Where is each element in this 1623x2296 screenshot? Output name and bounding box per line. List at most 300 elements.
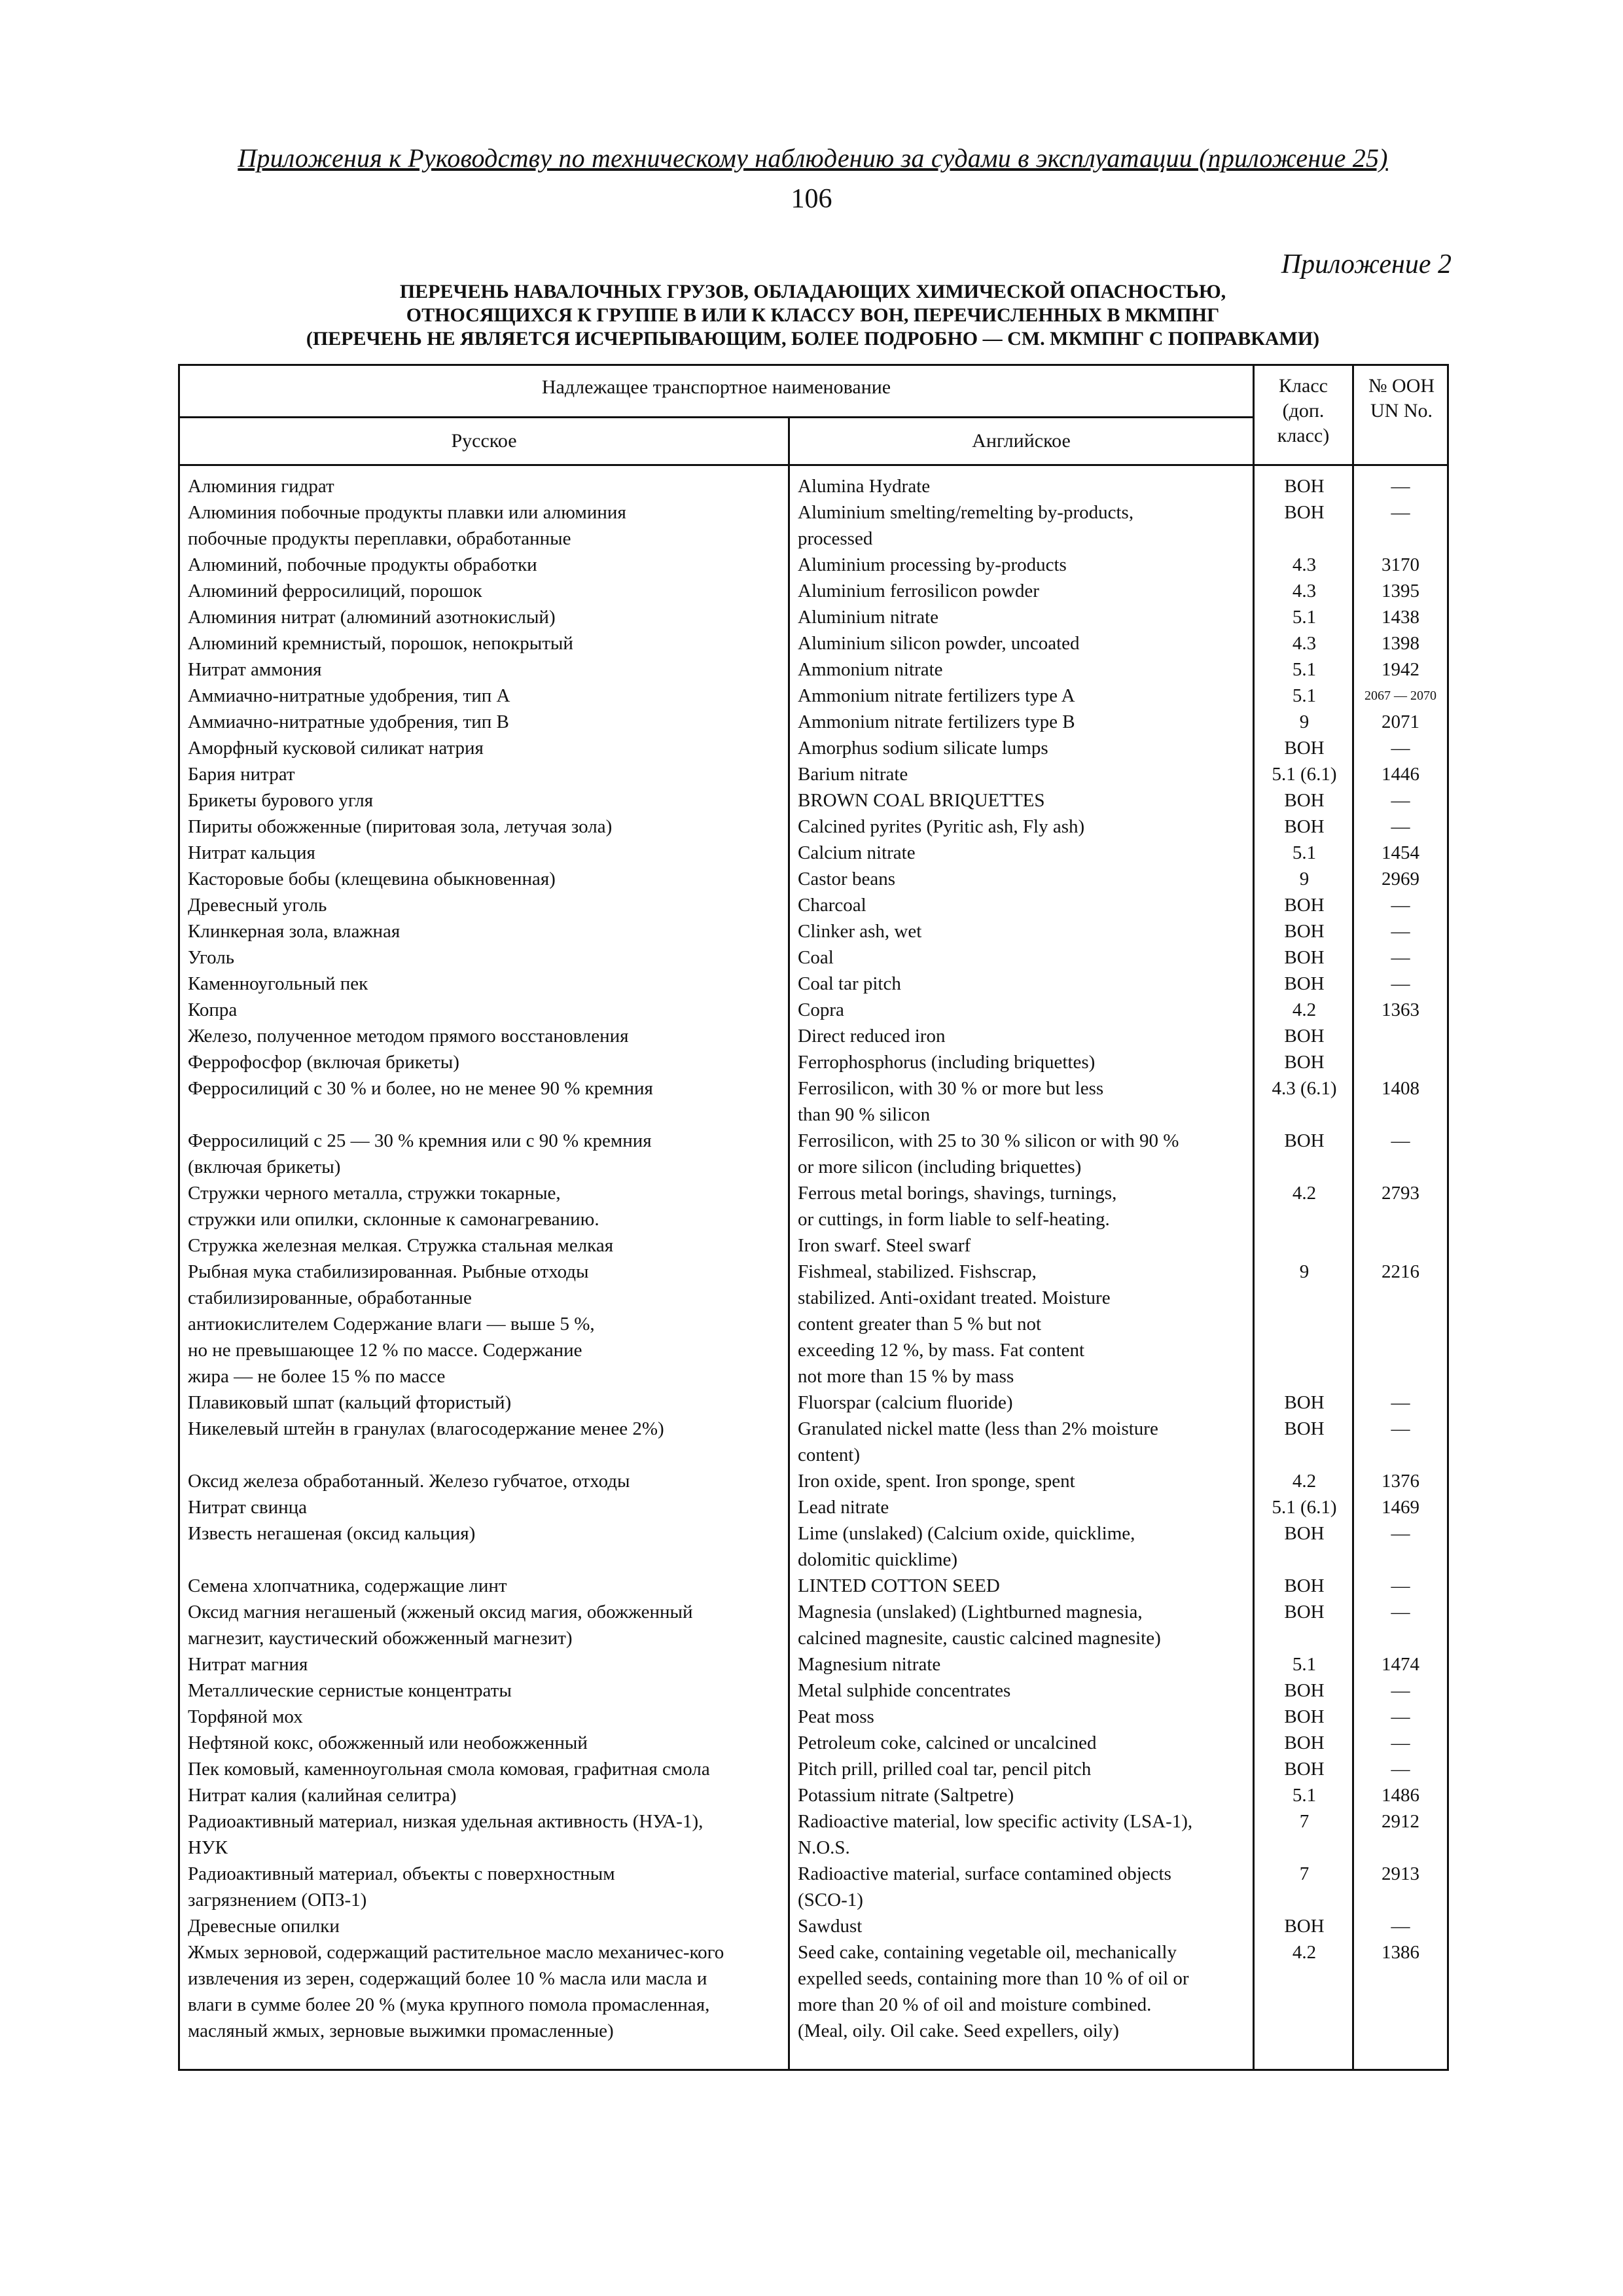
cell-un-number: — (1391, 790, 1410, 811)
cell-english (790, 814, 1255, 840)
cell-english (790, 1259, 1255, 1390)
cell-russian (180, 1939, 790, 2044)
cell-russian (180, 1180, 790, 1232)
cell-english (790, 1494, 1255, 1520)
cell-russian (180, 1730, 790, 1756)
cell-un-number: — (1391, 1130, 1410, 1151)
table-row (180, 683, 1447, 709)
cell-russian (180, 1677, 790, 1704)
table-row (180, 1390, 1447, 1416)
cell-english (790, 997, 1255, 1023)
cell-un-number: — (1391, 476, 1410, 497)
cell-un-number (1354, 1232, 1447, 1259)
cell-english (790, 683, 1255, 709)
table-row (180, 1259, 1447, 1390)
cell-russian-line: Жмых зерновой, содержащий растительное масло механичес-кого (188, 1942, 724, 1963)
cell-russian-line: Ферросилиций с 25 — 30 % кремния или с 90 % кремния (188, 1130, 652, 1151)
cell-un-number: — (1391, 1523, 1410, 1544)
cell-russian-line: Нитрат кальция (188, 842, 315, 863)
cell-russian-line: Уголь (188, 947, 234, 968)
cell-russian (180, 473, 790, 499)
cell-english (790, 552, 1255, 578)
cell-class: ВОН (1284, 1575, 1325, 1596)
cell-english-line: Copra (798, 999, 844, 1020)
cell-russian-line: Каменноугольный пек (188, 973, 368, 994)
cell-class: ВОН (1284, 947, 1325, 968)
cell-english (790, 892, 1255, 918)
cell-english-line: more than 20 % of oil and moisture combined. (798, 1994, 1152, 2015)
running-title: Приложения к Руководству по техническому наблюдению за судами в эксплуатации (приложение 25) (238, 143, 1388, 173)
cell-un-number: — (1391, 1392, 1410, 1413)
cell-russian-line: Оксид железа обработанный. Железо губчатое, отходы (188, 1471, 630, 1492)
cell-english-line: Iron oxide, spent. Iron sponge, spent (798, 1471, 1075, 1492)
cell-russian-line: антиокислителем Содержание влаги — выше 5 %, (188, 1314, 595, 1335)
cell-russian-line: Копра (188, 999, 238, 1020)
cell-english-line: calcined magnesite, caustic calcined magnesite) (798, 1628, 1161, 1649)
cell-un-number: — (1391, 921, 1410, 942)
table-row (180, 1023, 1447, 1049)
cell-russian (180, 1599, 790, 1651)
cell-english-line: content greater than 5 % but not (798, 1314, 1042, 1335)
cell-english (790, 787, 1255, 814)
cell-english (790, 630, 1255, 656)
cell-class: 4.3 (1292, 633, 1317, 654)
document-title (171, 280, 1454, 351)
cell-un-number: 1469 (1382, 1497, 1419, 1518)
cell-russian-line: Алюминий, побочные продукты обработки (188, 554, 537, 575)
cell-russian-line: Металлические сернистые концентраты (188, 1680, 512, 1701)
cell-english-line: Calcined pyrites (Pyritic ash, Fly ash) (798, 816, 1085, 837)
cell-english (790, 1023, 1255, 1049)
cell-english-line: Castor beans (798, 869, 895, 889)
cell-english-line: dolomitic quicklime) (798, 1549, 958, 1570)
cell-class: 5.1 (1292, 685, 1317, 706)
table-row (180, 1520, 1447, 1573)
cell-class: 5.1 (6.1) (1272, 1497, 1337, 1518)
cell-russian (180, 1782, 790, 1808)
cell-russian (180, 1651, 790, 1677)
cell-english-line: BROWN COAL BRIQUETTES (798, 790, 1045, 811)
cell-russian (180, 735, 790, 761)
table-row (180, 709, 1447, 735)
cell-english-line: Barium nitrate (798, 764, 908, 785)
cell-russian-line: Оксид магния негашеный (жженый оксид магия, обожженный (188, 1602, 693, 1623)
table-row (180, 578, 1447, 604)
cell-english-line: expelled seeds, containing more than 10 % of oil or (798, 1968, 1189, 1989)
cell-class: ВОН (1284, 1026, 1325, 1047)
table-row (180, 1599, 1447, 1651)
table-row (180, 656, 1447, 683)
cell-english-line: not more than 15 % by mass (798, 1366, 1014, 1387)
cell-russian (180, 709, 790, 735)
cell-russian (180, 1128, 790, 1180)
cell-russian-line: побочные продукты переплавки, обработанные (188, 528, 571, 549)
cell-un-number (1354, 1023, 1447, 1049)
cell-english-line: exceeding 12 %, by mass. Fat content (798, 1340, 1085, 1361)
table-row (180, 552, 1447, 578)
cell-un-number: — (1391, 973, 1410, 994)
cell-english-line: Magnesium nitrate (798, 1654, 941, 1675)
cell-english-line: Ferrosilicon, with 30 % or more but less (798, 1078, 1104, 1099)
header-group-name: Надлежащее транспортное наименование (541, 376, 891, 398)
cell-un-number: 2067 — 2070 (1364, 689, 1436, 703)
table-row (180, 1416, 1447, 1468)
cell-english-line: Lead nitrate (798, 1497, 889, 1518)
cell-english-line: Sawdust (798, 1916, 863, 1937)
cell-english (790, 918, 1255, 944)
cell-russian-line: стружки или опилки, склонные к самонагреванию. (188, 1209, 599, 1230)
cell-russian-line: Железо, полученное методом прямого восстановления (188, 1026, 629, 1047)
cell-russian-line: влаги в сумме более 20 % (мука крупного помола промасленная, (188, 1994, 710, 2015)
cell-russian (180, 604, 790, 630)
cell-russian-line: загрязнением (ОПЗ-1) (188, 1890, 367, 1910)
title-line: ПЕРЕЧЕНЬ НАВАЛОЧНЫХ ГРУЗОВ, ОБЛАДАЮЩИХ ХИМИЧЕСКОЙ ОПАСНОСТЬЮ, (399, 281, 1226, 302)
cell-class: ВОН (1284, 1392, 1325, 1413)
cell-class: ВОН (1284, 1052, 1325, 1073)
cell-english-line: content) (798, 1444, 861, 1465)
cell-un-number: 1398 (1382, 633, 1419, 654)
table-row (180, 1180, 1447, 1232)
cell-english-line: Ferrosilicon, with 25 to 30 % silicon or with 90 % (798, 1130, 1179, 1151)
cell-russian-line: Торфяной мох (188, 1706, 303, 1727)
cell-english-line: Coal (798, 947, 834, 968)
cell-english-line: Granulated nickel matte (less than 2% moisture (798, 1418, 1158, 1439)
page-number: 106 (791, 184, 832, 214)
appendix-label: Приложение 2 (1281, 249, 1452, 279)
cell-english-line: or more silicon (including briquettes) (798, 1157, 1082, 1177)
cell-russian (180, 1468, 790, 1494)
cell-un-number: 2912 (1382, 1811, 1419, 1832)
cell-russian (180, 552, 790, 578)
cell-russian (180, 971, 790, 997)
cell-russian-line: Клинкерная зола, влажная (188, 921, 401, 942)
table-row (180, 1808, 1447, 1861)
cell-class: 5.1 (1292, 842, 1317, 863)
cell-class: ВОН (1284, 973, 1325, 994)
cell-un-number: — (1391, 1418, 1410, 1439)
cell-english-line: (Meal, oily. Oil cake. Seed expellers, oily) (798, 2020, 1119, 2041)
cell-russian-line: масляный жмых, зерновые выжимки промасленные) (188, 2020, 614, 2041)
cell-russian-line: Радиоактивный материал, низкая удельная активность (НУА-1), (188, 1811, 704, 1832)
cell-un-number: — (1391, 947, 1410, 968)
cell-russian-line: Брикеты бурового угля (188, 790, 374, 811)
cell-un-number: 1454 (1382, 842, 1419, 863)
cell-class: 9 (1299, 869, 1310, 889)
table-row (180, 761, 1447, 787)
cell-un-number: — (1391, 1680, 1410, 1701)
cell-english-line: Fluorspar (calcium fluoride) (798, 1392, 1013, 1413)
cell-class: ВОН (1284, 1523, 1325, 1544)
cell-english-line: Ammonium nitrate fertilizers type B (798, 711, 1075, 732)
cargo-table (178, 364, 1449, 2071)
cell-english (790, 866, 1255, 892)
cell-english-line: Lime (unslaked) (Calcium oxide, quicklime, (798, 1523, 1135, 1544)
cell-russian (180, 1416, 790, 1468)
cell-russian-line: Ферросилиций с 30 % и более, но не менее 90 % кремния (188, 1078, 653, 1099)
cell-english-line: Ferrophosphorus (including briquettes) (798, 1052, 1096, 1073)
cell-english-line: LINTED COTTON SEED (798, 1575, 1000, 1596)
cell-english-line: Ammonium nitrate (798, 659, 943, 680)
cell-russian-line (188, 1547, 781, 1573)
cell-english (790, 761, 1255, 787)
cell-english-line: Coal tar pitch (798, 973, 901, 994)
cell-class: 4.2 (1292, 1942, 1317, 1963)
cell-russian-line: Пириты обожженные (пиритовая зола, летучая зола) (188, 816, 613, 837)
cell-un-number: 1363 (1382, 999, 1419, 1020)
cell-russian-line: Семена хлопчатника, содержащие линт (188, 1575, 507, 1596)
cell-english (790, 1651, 1255, 1677)
cell-russian-line: Рыбная мука стабилизированная. Рыбные отходы (188, 1261, 589, 1282)
cell-un-number: 3170 (1382, 554, 1419, 575)
cell-class: 5.1 (1292, 1785, 1317, 1806)
cell-english (790, 499, 1255, 552)
cell-english-line: Seed cake, containing vegetable oil, mechanically (798, 1942, 1177, 1963)
cell-english (790, 1861, 1255, 1913)
table-body (180, 473, 1447, 2044)
header-un-number (1354, 374, 1449, 423)
cell-russian (180, 892, 790, 918)
cell-class: ВОН (1284, 476, 1325, 497)
cell-russian (180, 1390, 790, 1416)
cell-russian (180, 1861, 790, 1913)
cell-russian-line: Алюминия нитрат (алюминий азотнокислый) (188, 607, 556, 628)
cell-russian (180, 787, 790, 814)
cell-un-number: 1446 (1382, 764, 1419, 785)
cell-english-line: N.O.S. (798, 1837, 850, 1858)
cell-russian (180, 1913, 790, 1939)
cell-russian-line: Алюминия гидрат (188, 476, 334, 497)
cell-english-line: Potassium nitrate (Saltpetre) (798, 1785, 1014, 1806)
cell-russian (180, 1808, 790, 1861)
header-class-line: Класс (1279, 375, 1328, 397)
cell-class: 4.3 (6.1) (1272, 1078, 1337, 1099)
cell-class: ВОН (1284, 1916, 1325, 1937)
cell-un-number: — (1391, 1732, 1410, 1753)
cell-un-number: — (1391, 738, 1410, 759)
cell-class: ВОН (1284, 1706, 1325, 1727)
cell-un-number: 1376 (1382, 1471, 1419, 1492)
cell-un-number: — (1391, 1759, 1410, 1780)
cell-russian-line (188, 1102, 781, 1128)
header-bottom-rule (180, 464, 1447, 466)
cell-russian (180, 1494, 790, 1520)
cell-class: ВОН (1284, 1602, 1325, 1623)
table-row (180, 944, 1447, 971)
table-row (180, 630, 1447, 656)
cell-un-number: — (1391, 1916, 1410, 1937)
header-un-line: UN No. (1370, 400, 1433, 422)
cell-english (790, 1180, 1255, 1232)
cell-russian-line: Известь негашеная (оксид кальция) (188, 1523, 476, 1544)
table-row (180, 1756, 1447, 1782)
cell-class: ВОН (1284, 502, 1325, 523)
cell-un-number: 1386 (1382, 1942, 1419, 1963)
cell-english-line: Peat moss (798, 1706, 874, 1727)
cell-russian (180, 1232, 790, 1259)
cell-un-number: 2913 (1382, 1863, 1419, 1884)
cell-english-line: stabilized. Anti-oxidant treated. Moisture (798, 1287, 1111, 1308)
cell-russian (180, 1259, 790, 1390)
table-row (180, 1573, 1447, 1599)
cell-english (790, 1573, 1255, 1599)
cell-class: 4.2 (1292, 999, 1317, 1020)
title-line: ОТНОСЯЩИХСЯ К ГРУППЕ В ИЛИ К КЛАССУ ВОН, ПЕРЕЧИСЛЕННЫХ В МКМПНГ (406, 304, 1220, 326)
cell-english (790, 944, 1255, 971)
cell-russian-line: Алюминий кремнистый, порошок, непокрытый (188, 633, 573, 654)
cell-english-line: Ammonium nitrate fertilizers type A (798, 685, 1075, 706)
cell-russian-line: Стружка железная мелкая. Стружка стальная мелкая (188, 1235, 614, 1256)
cell-russian (180, 1573, 790, 1599)
cell-class: ВОН (1284, 816, 1325, 837)
table-row (180, 997, 1447, 1023)
cell-russian-line: Нитрат аммония (188, 659, 322, 680)
table-row (180, 918, 1447, 944)
table-row (180, 1128, 1447, 1180)
cell-russian (180, 1756, 790, 1782)
cell-class: 4.2 (1292, 1471, 1317, 1492)
header-english: Английское (972, 430, 1071, 452)
cell-class: ВОН (1284, 1732, 1325, 1753)
cell-class: ВОН (1284, 1680, 1325, 1701)
cell-russian (180, 814, 790, 840)
table-row (180, 1677, 1447, 1704)
cell-russian (180, 761, 790, 787)
cell-english-line: Metal sulphide concentrates (798, 1680, 1011, 1701)
cell-class: 7 (1299, 1863, 1310, 1884)
cell-un-number: 2216 (1382, 1261, 1419, 1282)
cell-un-number: 1408 (1382, 1078, 1419, 1099)
cell-english (790, 840, 1255, 866)
cell-russian (180, 1075, 790, 1128)
cell-russian-line: Радиоактивный материал, объекты с поверхностным (188, 1863, 615, 1884)
cell-russian (180, 578, 790, 604)
cell-english-line: Aluminium nitrate (798, 607, 939, 628)
cell-class: ВОН (1284, 895, 1325, 916)
cell-russian (180, 1023, 790, 1049)
cell-english (790, 1075, 1255, 1128)
header-class-line: (доп. (1282, 400, 1325, 422)
cell-english (790, 1232, 1255, 1259)
cell-english-line: or cuttings, in form liable to self-heating. (798, 1209, 1110, 1230)
cell-english-line: Charcoal (798, 895, 866, 916)
cell-russian-line: но не превышающее 12 % по массе. Содержание (188, 1340, 582, 1361)
cell-russian-line: жира — не более 15 % по массе (188, 1366, 446, 1387)
cell-russian (180, 866, 790, 892)
cell-russian (180, 499, 790, 552)
cell-class: ВОН (1284, 1759, 1325, 1780)
cell-english-line: Radioactive material, low specific activity (LSA-1), (798, 1811, 1193, 1832)
cell-english-line: than 90 % silicon (798, 1104, 931, 1125)
cell-russian-line: Древесные опилки (188, 1916, 340, 1937)
cell-class: 5.1 (1292, 1654, 1317, 1675)
title-line: (ПЕРЕЧЕНЬ НЕ ЯВЛЯЕТСЯ ИСЧЕРПЫВАЮЩИМ, БОЛЕЕ ПОДРОБНО — СМ. МКМПНГ С ПОПРАВКАМИ) (306, 328, 1320, 350)
cell-english-line: Aluminium ferrosilicon powder (798, 581, 1039, 601)
cell-russian-line: извлечения из зерен, содержащий более 10 % масла или масла и (188, 1968, 707, 1989)
cell-un-number: 1438 (1382, 607, 1419, 628)
table-row (180, 971, 1447, 997)
cell-english (790, 1390, 1255, 1416)
cell-english-line: Clinker ash, wet (798, 921, 922, 942)
table-row (180, 473, 1447, 499)
cell-russian-line: НУК (188, 1837, 228, 1858)
cell-russian-line: Феррофосфор (включая брикеты) (188, 1052, 459, 1073)
cell-russian-line: Аморфный кусковой силикат натрия (188, 738, 484, 759)
table-row (180, 866, 1447, 892)
cell-russian-line: Бария нитрат (188, 764, 295, 785)
cell-english (790, 1049, 1255, 1075)
cell-class: 5.1 (6.1) (1272, 764, 1337, 785)
cell-english (790, 1913, 1255, 1939)
cell-russian-line: Пек комовый, каменноугольная смола комовая, графитная смола (188, 1759, 710, 1780)
cell-russian-line: Аммиачно-нитратные удобрения, тип В (188, 711, 509, 732)
table-row (180, 814, 1447, 840)
cell-russian (180, 918, 790, 944)
cell-class: 9 (1299, 711, 1310, 732)
cell-class: ВОН (1284, 738, 1325, 759)
cell-english (790, 1599, 1255, 1651)
cell-class: ВОН (1284, 1130, 1325, 1151)
cell-russian-line (188, 1442, 781, 1468)
cell-class: ВОН (1284, 790, 1325, 811)
cell-un-number: 2071 (1382, 711, 1419, 732)
cell-english (790, 1468, 1255, 1494)
cell-un-number: — (1391, 1575, 1410, 1596)
cell-russian-line: Касторовые бобы (клещевина обыкновенная) (188, 869, 556, 889)
table-row (180, 735, 1447, 761)
cell-english-line: Calcium nitrate (798, 842, 916, 863)
cell-class: 9 (1299, 1261, 1310, 1282)
header-un-line: № ООН (1368, 375, 1435, 397)
cell-russian-line: (включая брикеты) (188, 1157, 341, 1177)
cell-russian (180, 656, 790, 683)
cell-english-line: Magnesia (unslaked) (Lightburned magnesia, (798, 1602, 1143, 1623)
cell-russian (180, 840, 790, 866)
cell-english-line: Radioactive material, surface contamined objects (798, 1863, 1171, 1884)
cell-class: 4.2 (1292, 1183, 1317, 1204)
table-row (180, 1049, 1447, 1075)
cell-russian (180, 683, 790, 709)
table-row (180, 1494, 1447, 1520)
cell-english (790, 1808, 1255, 1861)
table-row (180, 1075, 1447, 1128)
cell-un-number: — (1391, 1706, 1410, 1727)
table-row (180, 840, 1447, 866)
table-row (180, 499, 1447, 552)
table-row (180, 892, 1447, 918)
cell-class: 4.3 (1292, 554, 1317, 575)
cell-un-number: 1474 (1382, 1654, 1419, 1675)
cell-un-number: — (1391, 895, 1410, 916)
cell-class: 5.1 (1292, 607, 1317, 628)
table-row (180, 1861, 1447, 1913)
cell-english (790, 578, 1255, 604)
cell-un-number: 2793 (1382, 1183, 1419, 1204)
cell-english-line: Direct reduced iron (798, 1026, 946, 1047)
table-row (180, 1913, 1447, 1939)
table-row (180, 1782, 1447, 1808)
cell-english-line: Petroleum coke, calcined or uncalcined (798, 1732, 1097, 1753)
cell-english (790, 1730, 1255, 1756)
header-class-line: класс) (1277, 425, 1330, 446)
cell-russian-line: Древесный уголь (188, 895, 327, 916)
cell-english (790, 1416, 1255, 1468)
cell-russian-line: магнезит, каустический обожженный магнезит) (188, 1628, 573, 1649)
table-row (180, 1468, 1447, 1494)
cell-un-number: — (1391, 1602, 1410, 1623)
cell-english (790, 656, 1255, 683)
cell-english (790, 604, 1255, 630)
cell-russian (180, 1704, 790, 1730)
